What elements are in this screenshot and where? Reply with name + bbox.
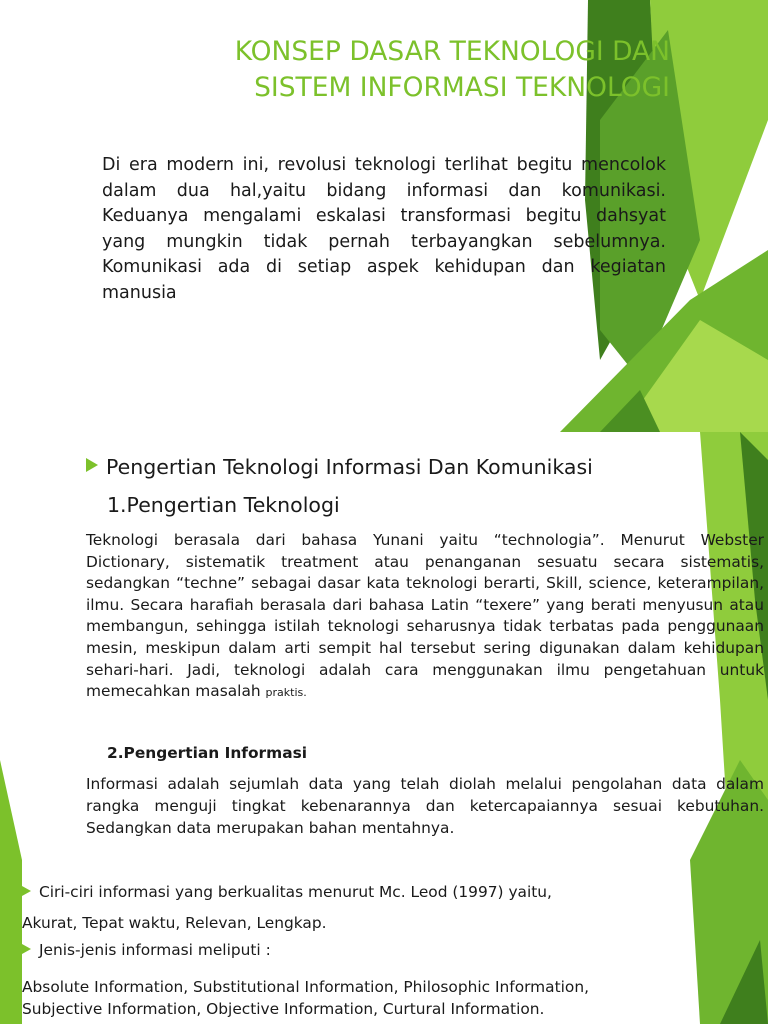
list-item-jenis-text: Jenis-jenis informasi meliputi : bbox=[39, 941, 271, 959]
list-text-absolute: Absolute Information, Substitutional Information, Philosophic Information, bbox=[22, 978, 589, 996]
paragraph-teknologi bbox=[86, 530, 764, 704]
list-item-ciri-ciri bbox=[22, 881, 762, 903]
section-heading bbox=[86, 452, 756, 482]
paragraph-teknologi-text: Teknologi berasala dari bahasa Yunani yaitu “technologia”. Menurut Webster Dictionary, sistematik treatment atau penanganan sesuatu secara sistematis, sedangkan “techne” sebagai dasar kata teknologi berarti, Skill, science, keterampilan, ilmu. Secara harafiah berasala dari bahasa Latin “texere” yang berati menyusun atau membangun, sehingga istilah teknologi seharusnya tidak terbatas pada penggunaan mesin, meskipun dalam arti sempit hal tersebut sering digunakan dalam kehidupan sehari-hari. Jadi, teknologi adalah cara menggunakan ilmu pengetahuan untuk memecahkan masalah bbox=[86, 531, 764, 701]
section-heading-text: Pengertian Teknologi Informasi Dan Komunikasi bbox=[106, 455, 593, 479]
triangle-bullet-icon bbox=[22, 944, 31, 954]
list-item-jenis bbox=[22, 939, 762, 961]
intro-paragraph: Di era modern ini, revolusi teknologi terlihat begitu mencolok dalam dua hal,yaitu bidang informasi dan komunikasi. Keduanya mengalami eskalasi transformasi begitu dahsyat yang mungkin tidak pernah terbayangkan sebelumnya. Komunikasi ada di setiap aspek kehidupan dan kegiatan manusia bbox=[102, 155, 666, 303]
title-line-2: SISTEM INFORMASI TEKNOLOGI bbox=[254, 72, 670, 103]
list-text-akurat: Akurat, Tepat waktu, Relevan, Lengkap. bbox=[22, 914, 327, 932]
triangle-bullet-icon bbox=[22, 886, 31, 896]
title-line-1: KONSEP DASAR TEKNOLOGI DAN bbox=[234, 36, 670, 67]
subheading-teknologi: 1.Pengertian Teknologi bbox=[107, 493, 340, 517]
slide-title bbox=[150, 34, 670, 106]
paragraph-teknologi-tail: praktis. bbox=[265, 686, 307, 700]
triangle-bullet-icon bbox=[86, 458, 98, 472]
subheading-informasi: 2.Pengertian Informasi bbox=[107, 744, 308, 762]
paragraph-informasi: Informasi adalah sejumlah data yang telah diolah melalui pengolahan data dalam rangka menguji tingkat kebenarannya dan ketercapaiannya sesuai kebutuhan. Sedangkan data merupakan bahan mentahnya. bbox=[86, 775, 764, 837]
list-text-subjective: Subjective Information, Objective Information, Curtural Information. bbox=[22, 1000, 545, 1018]
list-item-ciri-ciri-text: Ciri-ciri informasi yang berkualitas menurut Mc. Leod (1997) yaitu, bbox=[39, 883, 552, 901]
